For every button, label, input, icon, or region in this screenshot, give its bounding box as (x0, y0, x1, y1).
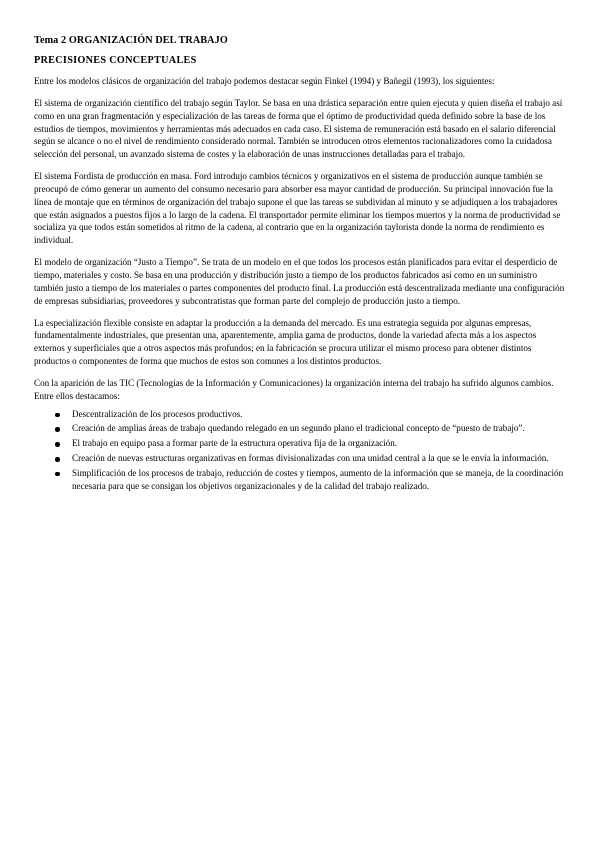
list-item (34, 467, 568, 493)
bullet-icon (55, 457, 60, 462)
flexible-specialization-paragraph: La especialización flexible consiste en adaptar la producción a la demanda del mercado. Es una estrategia seguida por algunas empresas, fundamentalmente industriales, que presentan una, aparentemente, amplia gama de productos, donde la variedad afecta más a los aspectos externos y superficiales que a otros aspectos más profundos; en la fabricación se procura utilizar el mismo proceso para obtener distintos productos o componentes de forma que muchos de estos son comunes a los distintos productos. (34, 317, 537, 367)
list-item-text: El trabajo en equipo pasa a formar parte de la estructura operativa fija de la organización. (72, 438, 398, 449)
bullet-icon (55, 442, 60, 447)
taylor-paragraph: El sistema de organización científico del trabajo según Taylor. Se basa en una drástica separación entre quien ejecuta y quien diseña el trabajo así como en una gran fragmentación y especialización de las tareas de forma que el óptimo de productividad queda definido sobre la base de los estudios de tiempos, movimientos y herramientas más adecuados en cada caso. El sistema de remuneración está basado en el salario diferencial según se alcance o no el nivel de rendimiento considerado normal. También se introducen otros elementos racionalizadores como la cuidadosa selección del personal, un avanzado sistema de costes y la elaboración de unas instrucciones detalladas para el trabajo. (34, 97, 563, 160)
list-item-text: Creación de nuevas estructuras organizativas en formas divisionalizadas con una unidad central a la que se le envía la información. (72, 453, 549, 464)
document-page (34, 34, 568, 495)
just-in-time-paragraph: El modelo de organización “Justo a Tiempo”. Se trata de un modelo en el que todos los procesos están planificados para evitar el desperdicio de tiempo, materiales y costo. Se basa en una producción y distribución justo a tiempo de los productos fabricados así como en un suministro también justo a tiempo de los materiales o partes componentes del producto final. La producción está descentralizada mediante una configuración de empresas subsidiarias, proveedores y subcontratistas que forman parte del complejo de producción justo a tiempo. (34, 257, 565, 306)
tic-changes-list (34, 408, 568, 493)
bullet-icon (55, 472, 60, 477)
bullet-icon (55, 427, 60, 432)
document-title: Tema 2 ORGANIZACIÓN DEL TRABAJO (34, 35, 228, 46)
list-item (34, 422, 568, 435)
section-heading: PRECISIONES CONCEPTUALES (34, 55, 197, 66)
list-item (34, 452, 568, 465)
list-item-text: Creación de amplias áreas de trabajo quedando relegado en un segundo plano el tradicional concepto de “puesto de trabajo”. (72, 423, 525, 434)
intro-paragraph: Entre los modelos clásicos de organización del trabajo podemos destacar según Finkel (1994) y Bañegil (1993), los siguientes: (34, 76, 495, 86)
fordism-paragraph: El sistema Fordista de producción en masa. Ford introdujo cambios técnicos y organizativos en el sistema de producción aunque también se preocupó de cómo generar un aumento del consumo necesario para absorber esa mayor cantidad de producción. Su principal innovación fue la línea de montaje que en términos de organización del trabajo supone el que las tareas se subdividan al minuto y se adjudiquen a los trabajadores que están asignados a puestos fijos a lo largo de la cadena. El transportador permite eliminar los tiempos muertos y la norma de productividad se socializa ya que todos están sometidos al ritmo de la cadena, al contrario que en la organización taylorista donde la norma de rendimiento es individual. (34, 171, 561, 246)
list-item (34, 408, 568, 421)
bullet-icon (55, 413, 60, 418)
list-item-text: Simplificación de los procesos de trabajo, reducción de costes y tiempos, aumento de la información que se maneja, de la coordinación necesaria para que se consigan los objetivos organizacionales y de la calidad del trabajo realizado. (72, 467, 564, 491)
list-item (34, 437, 568, 450)
list-item-text: Descentralización de los procesos productivos. (72, 408, 243, 419)
tic-paragraph: Con la aparición de las TIC (Tecnologías de la Información y Comunicaciones) la organización interna del trabajo ha sufrido algunos cambios. Entre ellos destacamos: (34, 377, 554, 401)
